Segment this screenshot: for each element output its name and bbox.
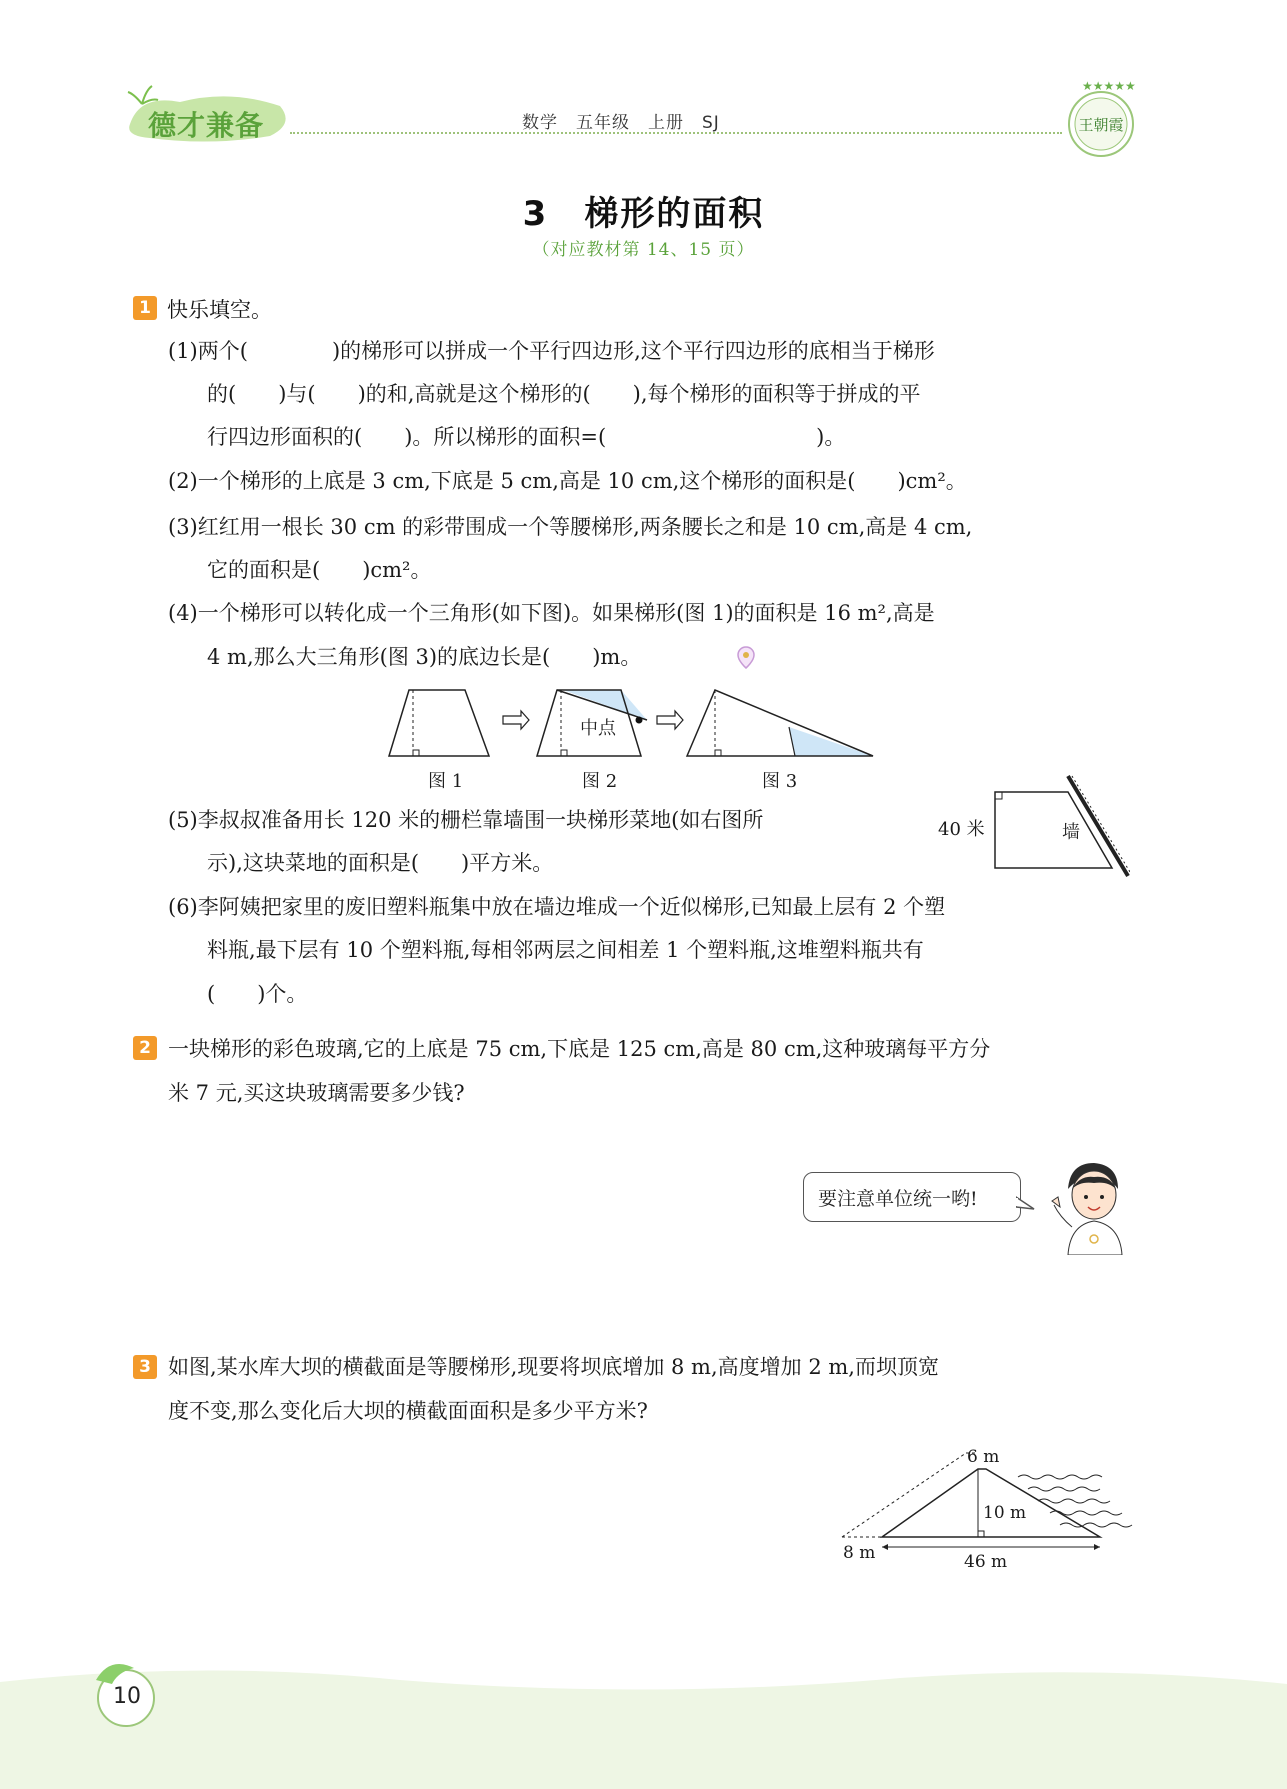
seal-text: 王朝霞 bbox=[1078, 116, 1124, 134]
q1-line: 料瓶,最下层有 10 个塑料瓶,每相邻两层之间相差 1 个塑料瓶,这堆塑料瓶共有 bbox=[207, 938, 924, 962]
bottom-decoration bbox=[0, 1660, 1287, 1789]
q2-line: 米 7 元,买这块玻璃需要多少钱? bbox=[168, 1081, 465, 1105]
dam-height-label: 10 m bbox=[983, 1503, 1027, 1523]
arrow-right-icon bbox=[503, 711, 529, 729]
question-number-1: 1 bbox=[133, 296, 157, 320]
page-subtitle: （对应教材第 14、15 页） bbox=[532, 240, 755, 260]
q3-line: 如图,某水库大坝的横截面是等腰梯形,现要将坝底增加 8 m,高度增加 2 m,而坝顶宽 bbox=[168, 1355, 939, 1379]
dam-extra-label: 8 m bbox=[843, 1543, 876, 1563]
dam-bottom-label: 46 m bbox=[964, 1552, 1008, 1572]
garden-side-label: 40 米 bbox=[938, 819, 985, 840]
q1-line: (4)一个梯形可以转化成一个三角形(如下图)。如果梯形(图 1)的面积是 16 m²,高是 bbox=[168, 601, 935, 625]
svg-text:★★★★★: ★★★★★ bbox=[1082, 79, 1136, 93]
q2-line: 一块梯形的彩色玻璃,它的上底是 75 cm,下底是 125 cm,高是 80 cm,这种玻璃每平方分 bbox=[168, 1037, 991, 1061]
q1-line: 行四边形面积的( )。所以梯形的面积=( )。 bbox=[207, 425, 846, 449]
wall-label: 墙 bbox=[1062, 822, 1080, 843]
figure-3-caption: 图 3 bbox=[762, 771, 798, 792]
trapezoid-transform-figures bbox=[385, 680, 875, 760]
cartoon-boy-illustration bbox=[1050, 1155, 1130, 1255]
midpoint-label: 中点 bbox=[580, 718, 616, 739]
page-number: 10 bbox=[113, 1684, 141, 1709]
page-title: 3 梯形的面积 bbox=[522, 194, 765, 234]
q1-line: (5)李叔叔准备用长 120 米的栅栏靠墙围一块梯形菜地(如右图所 bbox=[168, 808, 764, 832]
q1-line: 的( )与( )的和,高就是这个梯形的( ),每个梯形的面积等于拼成的平 bbox=[207, 382, 921, 406]
figure-1-caption: 图 1 bbox=[428, 771, 464, 792]
location-pin-icon bbox=[737, 646, 755, 670]
q1-line: (2)一个梯形的上底是 3 cm,下底是 5 cm,高是 10 cm,这个梯形的面积是( )cm²。 bbox=[168, 469, 967, 493]
bubble-tail bbox=[1016, 1195, 1036, 1215]
q3-line: 度不变,那么变化后大坝的横截面面积是多少平方米? bbox=[168, 1399, 648, 1423]
brand-text: 德才兼备 bbox=[148, 109, 265, 142]
q1-line: 示),这块菜地的面积是( )平方米。 bbox=[207, 851, 554, 875]
q1-line: (1)两个( )的梯形可以拼成一个平行四边形,这个平行四边形的底相当于梯形 bbox=[168, 339, 935, 363]
q1-line: 4 m,那么大三角形(图 3)的底边长是( )m。 bbox=[207, 645, 642, 669]
seal-logo bbox=[1060, 76, 1142, 164]
dam-top-label: 6 m bbox=[967, 1447, 1000, 1467]
figure-1-trapezoid bbox=[389, 690, 489, 756]
question-number-2: 2 bbox=[133, 1036, 157, 1060]
question-number-3: 3 bbox=[133, 1355, 157, 1379]
tip-text: 要注意单位统一哟! bbox=[818, 1188, 978, 1210]
q1-line: (6)李阿姨把家里的废旧塑料瓶集中放在墙边堆成一个近似梯形,已知最上层有 2 个塑 bbox=[168, 895, 946, 919]
q1-line: ( )个。 bbox=[207, 982, 308, 1006]
q1-line: 它的面积是( )cm²。 bbox=[207, 558, 432, 582]
header-subject-line: 数学 五年级 上册 SJ bbox=[522, 113, 720, 133]
figure-2-caption: 图 2 bbox=[582, 771, 618, 792]
arrow-right-icon bbox=[657, 711, 683, 729]
garden-trapezoid-figure bbox=[990, 772, 1130, 880]
question-1-title: 快乐填空。 bbox=[167, 298, 272, 322]
q1-line: (3)红红用一根长 30 cm 的彩带围成一个等腰梯形,两条腰长之和是 10 cm,高是 4 cm, bbox=[168, 515, 973, 539]
